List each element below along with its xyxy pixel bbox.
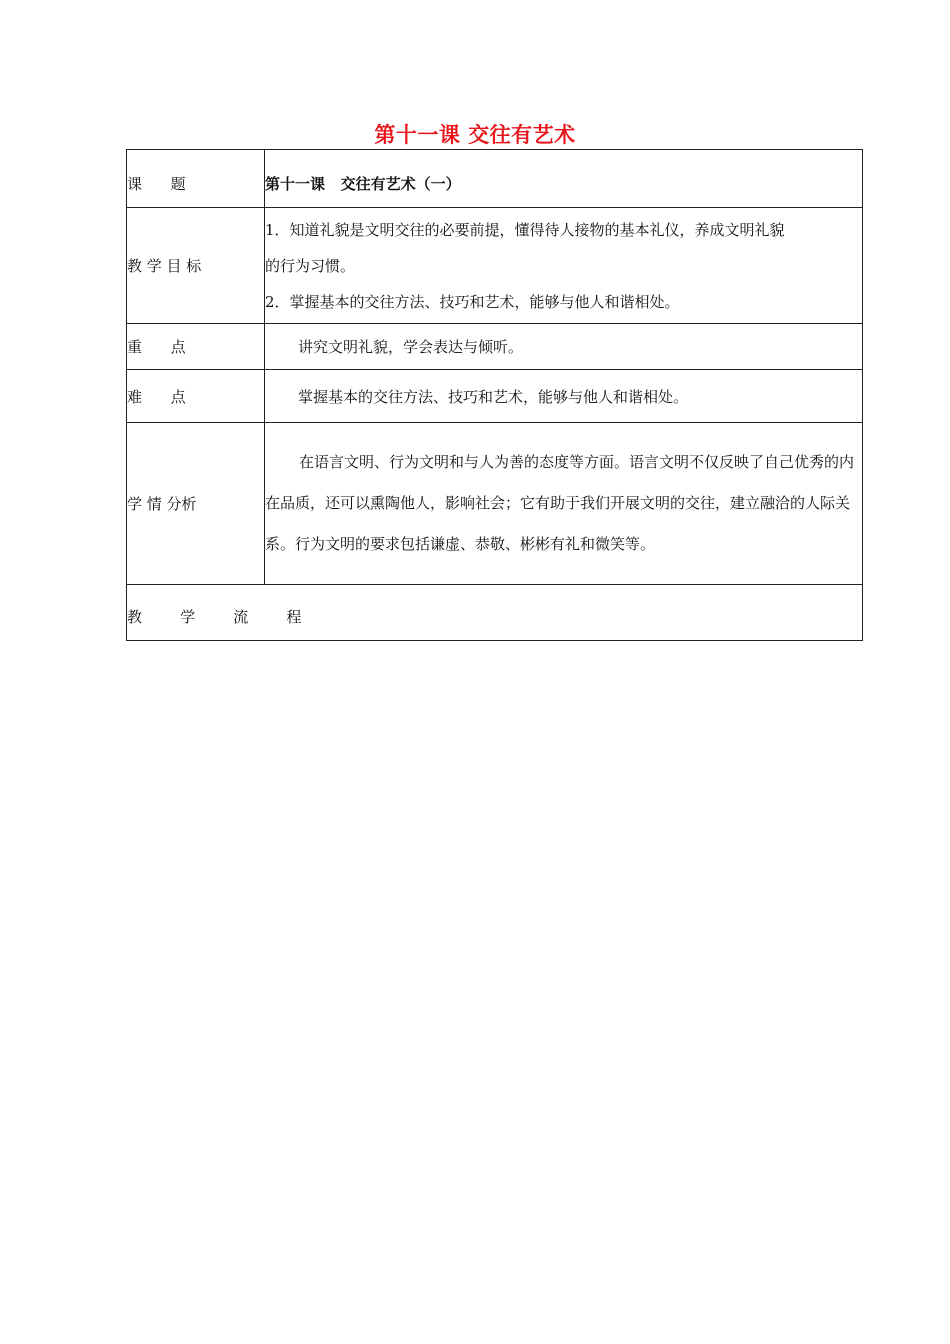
goals-label: 教 学 目 标 xyxy=(127,208,265,324)
table-row-flow xyxy=(127,585,863,641)
goal-line-2: 的行为习惯。 xyxy=(265,256,356,275)
analysis-cell xyxy=(265,423,863,585)
table-row-key-point xyxy=(127,324,863,370)
topic-label: 课 题 xyxy=(127,150,265,208)
goal-line-3: 2．掌握基本的交往方法、技巧和艺术，能够与他人和谐相处。 xyxy=(265,292,680,311)
table-row-topic xyxy=(127,150,863,208)
key-point-value: 讲究文明礼貌，学会表达与倾听。 xyxy=(298,338,524,356)
lesson-plan-table xyxy=(126,149,863,641)
table-row-analysis xyxy=(127,423,863,585)
difficulty-value: 掌握基本的交往方法、技巧和艺术，能够与他人和谐相处。 xyxy=(298,387,689,406)
difficulty-label: 难 点 xyxy=(127,370,265,423)
table-row-difficulty xyxy=(127,370,863,423)
topic-cell xyxy=(265,150,863,208)
analysis-paragraph: 在语言文明、行为文明和与人为善的态度等方面。语言文明不仅反映了自己优秀的内在品质，还可以熏陶他人，影响社会；它有助于我们开展文明的交往，建立融洽的人际关系。行为文明的要求包括谦虚、恭敬、彬彬有礼和微笑等。 xyxy=(265,453,855,553)
difficulty-cell xyxy=(265,370,863,423)
topic-value: 第十一课 交往有艺术（一） xyxy=(265,174,461,193)
key-point-cell xyxy=(265,324,863,370)
flow-label: 教 学 流 程 xyxy=(127,585,863,641)
page-title: 第十一课 交往有艺术 xyxy=(374,123,576,147)
analysis-label: 学 情 分析 xyxy=(127,423,265,585)
key-point-label: 重 点 xyxy=(127,324,265,370)
goals-cell xyxy=(265,208,863,324)
goal-line-1: 1．知道礼貌是文明交往的必要前提，懂得待人接物的基本礼仪，养成文明礼貌 xyxy=(265,220,785,239)
table-row-goals xyxy=(127,208,863,324)
